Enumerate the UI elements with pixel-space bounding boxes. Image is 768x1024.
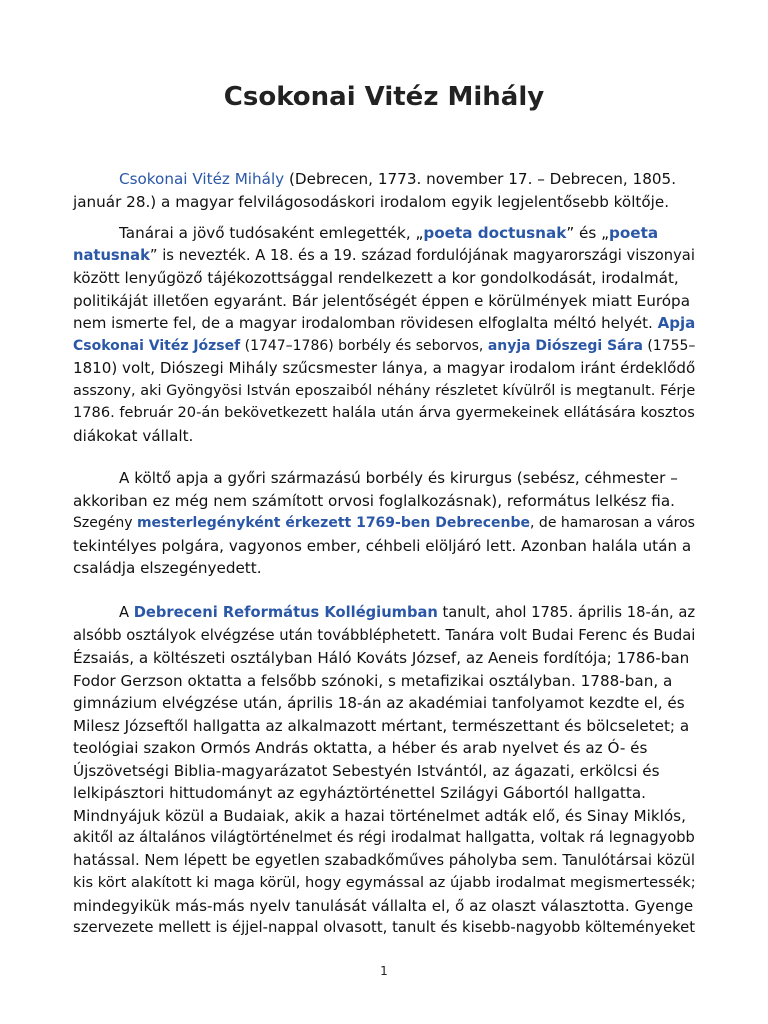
p4-line-14: mindegyikük más-más nyelv tanulását vállalta el, ő az olaszt választotta. Gyenge	[73, 896, 694, 915]
p4-line-2: alsóbb osztályok elvégzése után továbbléphetett. Tanára volt Budai Ferenc és Budai	[73, 626, 696, 644]
p4-text: A	[119, 604, 134, 621]
p2-text: ” is nevezték. A 18. és a 19. század fordulójának magyarországi viszonyai	[149, 246, 695, 264]
p3-line-2: akkoriban ez még nem számított orvosi foglalkozásnak), református lelkész fia.	[73, 491, 675, 510]
link-anyja-dioszegi-sara[interactable]: anyja Diószegi Sára	[487, 337, 643, 354]
p2-line-3: között lenyűgöző tájékozottsággal rendelkezett a kor gondolkodását, irodalmát,	[73, 269, 679, 287]
p4-line-11: akitől az általános világtörténelmet és régi irodalmat hallgatta, voltak rá legnagyobb	[73, 829, 695, 846]
page-number: 1	[380, 964, 388, 978]
paragraph-4	[73, 602, 695, 940]
p2-text: (1755–	[642, 337, 696, 354]
p2-line-1	[73, 222, 695, 245]
p2-line-2	[73, 245, 695, 268]
p1-line-2: január 28.) a magyar felvilágosodáskori irodalom egyik legjelentősebb költője.	[73, 192, 670, 211]
p4-line-7: teológiai szakon Ormós András oktatta, a héber és arab nyelvet és az Ó- és	[73, 739, 648, 757]
p4-line-13: kis kört alakított ki maga körül, hogy egymással az újabb irodalmat megismertessék;	[73, 874, 696, 891]
link-debreceni-reformatus-kollegium[interactable]: Debreceni Református Kollégiumban	[133, 604, 438, 621]
p2-line-7: 1810) volt, Diószegi Mihály szűcsmester lánya, a magyar irodalom iránt érdeklődő	[73, 359, 696, 377]
paragraph-1	[73, 168, 695, 213]
p2-line-8: asszony, aki Gyöngyösi István eposzaiból néhány részletet kívülről is megtanult. Férje	[73, 382, 696, 399]
link-apja[interactable]: Apja	[657, 314, 696, 332]
p4-line-10: Mindnyájuk közül a Budaiak, akik a hazai történelmet adták elő, és Sinay Miklós,	[73, 806, 686, 825]
p2-text: nem ismerte fel, de a magyar irodalomban rövidesen elfoglalta méltó helyét.	[73, 314, 658, 332]
p3-line-3	[73, 512, 695, 535]
paragraph-3	[73, 467, 695, 580]
p3-line-5: családja elszegényedett.	[73, 559, 262, 577]
link-mesterlegeny-debrecenbe[interactable]: mesterlegényként érkezett 1769-ben Debrecenbe	[136, 515, 531, 531]
p4-line-8: Újszövetségi Biblia-magyarázatot Sebestyén Istvántól, az ágazati, erkölcsi és	[73, 761, 660, 780]
p4-line-3: Ézsaiás, a költészeti osztályban Háló Kováts József, az Aeneis fordítója; 1786-ban	[73, 649, 690, 667]
p4-line-15: szervezete mellett is éjjel-nappal olvasott, tanult és kisebb-nagyobb költeményeket	[73, 919, 696, 936]
p3-line-4: tekintélyes polgára, vagyonos ember, céhbeli elöljáró lett. Azonban halála után a	[73, 536, 692, 555]
p3-text: Szegény	[73, 515, 137, 531]
p2-line-4: politikáját illetően egyaránt. Bár jelentőségét éppen e körülmények miatt Európa	[73, 291, 690, 310]
p1-text: (Debrecen, 1773. november 17. – Debrecen, 1805.	[284, 170, 677, 188]
link-poeta-natusnak-cont[interactable]: natusnak	[73, 246, 150, 264]
p2-line-10: diákokat vállalt.	[73, 426, 194, 445]
p2-text: ” és „	[566, 224, 609, 242]
paragraph-2	[73, 222, 695, 447]
p4-line-5: gimnázium elvégzése után, április 18-án az akadémiai tanfolyamot kezdte el, és	[73, 694, 685, 712]
p2-line-6	[73, 335, 695, 358]
document-title: Csokonai Vitéz Mihály	[223, 82, 545, 112]
p4-line-1	[73, 602, 695, 625]
link-poeta-natusnak[interactable]: poeta	[609, 224, 659, 242]
p2-line-5	[73, 312, 695, 335]
p3-line-1: A költő apja a győri származású borbély és kirurgus (sebész, céhmester –	[119, 469, 678, 487]
p4-text: tanult, ahol 1785. április 18-án, az	[437, 604, 696, 621]
p1-line-1	[73, 168, 695, 191]
p4-line-9: lelkipásztori hittudományt az egyháztörténettel Szilágyi Gábortól hallgatta.	[73, 784, 646, 802]
p2-line-9: 1786. február 20-án bekövetkezett halála után árva gyermekeinek ellátására kosztos	[73, 404, 695, 421]
p2-text: (1747–1786) borbély és seborvos,	[240, 337, 488, 354]
p4-line-6: Milesz Józseftől hallgatta az alkalmazott mértant, természettant és bölcseletet; a	[73, 716, 690, 735]
link-poeta-doctusnak[interactable]: poeta doctusnak	[423, 224, 567, 242]
p4-line-12: hatással. Nem lépett be egyetlen szabadkőműves páholyba sem. Tanulótársai közül	[73, 851, 696, 869]
p4-line-4: Fodor Gerzson oktatta a felsőbb szónoki, s metafizikai osztályban. 1788-ban, a	[73, 671, 673, 690]
p3-text: , de hamarosan a város	[530, 515, 695, 531]
link-csokonai-vitez-jozsef[interactable]: Csokonai Vitéz József	[73, 337, 241, 354]
link-csokonai-vitez-mihaly[interactable]: Csokonai Vitéz Mihály	[119, 170, 285, 188]
p2-text: Tanárai a jövő tudósaként emlegették, „	[119, 224, 424, 242]
